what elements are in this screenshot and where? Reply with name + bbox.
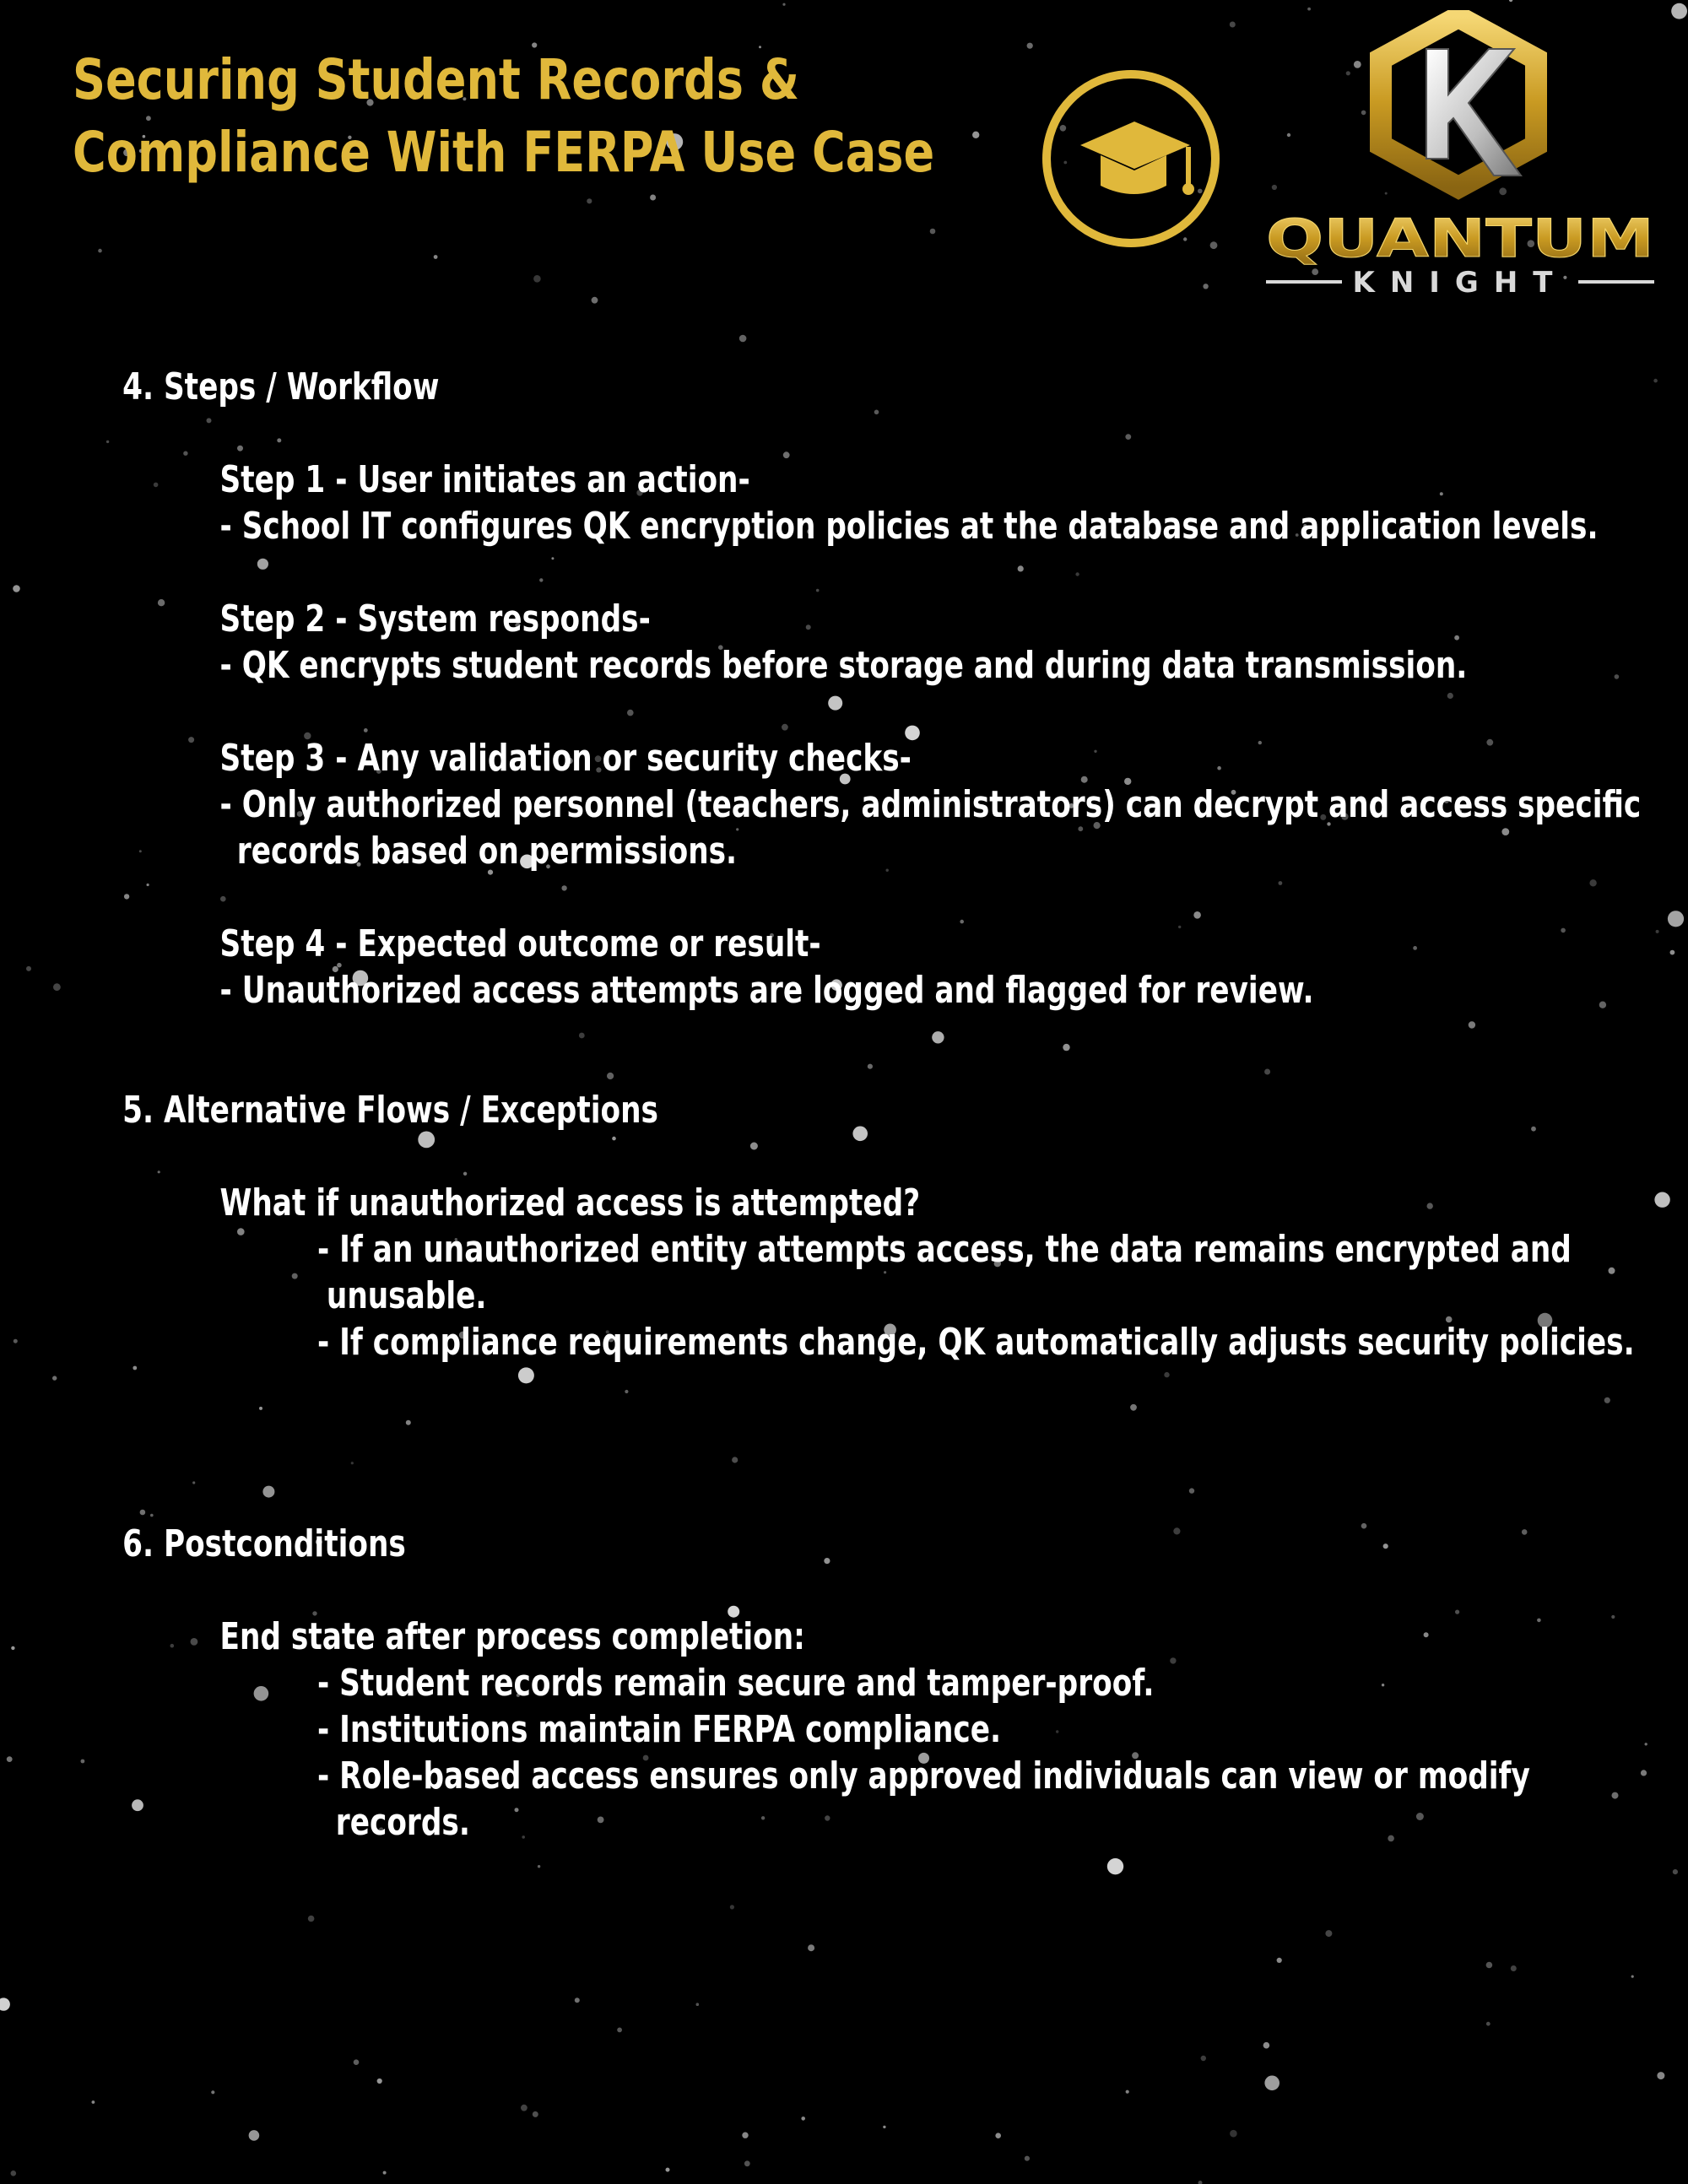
postconditions-intro: End state after process completion:: [219, 1615, 805, 1658]
star: [1447, 693, 1453, 699]
alternatives-question: What if unauthorized access is attempted?: [219, 1181, 921, 1224]
star: [1631, 1976, 1634, 1978]
star: [1609, 1268, 1615, 1274]
star: [1522, 1529, 1528, 1535]
star: [1501, 828, 1509, 835]
star: [1561, 928, 1566, 933]
star: [1657, 2072, 1664, 2079]
star: [1645, 1743, 1647, 1745]
star: [1670, 950, 1675, 955]
star: [1424, 1632, 1429, 1637]
star: [1654, 1192, 1669, 1208]
logo-wordmark: QUANTUM: [1266, 208, 1654, 269]
star: [1589, 879, 1596, 886]
logo-subword: KNIGHT: [1352, 266, 1568, 297]
star: [1382, 1684, 1384, 1686]
star: [1599, 1002, 1606, 1008]
step-4-title: Step 4 - Expected outcome or result-: [219, 922, 821, 965]
quantum-knight-logo: [1258, 10, 1663, 297]
step-4-text: - Unauthorized access attempts are logged and flagged for review.: [219, 969, 1314, 1012]
star: [1455, 1610, 1459, 1614]
star: [1641, 1770, 1647, 1776]
star: [1612, 1792, 1619, 1799]
star: [1611, 1615, 1615, 1619]
star: [1388, 1835, 1394, 1842]
section-heading-alternatives: 5. Alternative Flows / Exceptions: [122, 1089, 658, 1132]
postconditions-item-2: - Institutions maintain FERPA compliance.: [316, 1708, 1002, 1751]
title-line-1: Securing Student Records &: [73, 47, 800, 112]
step-1-title: Step 1 - User initiates an action-: [219, 458, 750, 501]
step-3-text-line-2: records based on permissions.: [236, 830, 738, 873]
step-3-text-line-1: - Only authorized personnel (teachers, administrators) can decrypt and access specific: [219, 783, 1642, 826]
alternatives-item-2: - If compliance requirements change, QK automatically adjusts security policies.: [316, 1321, 1635, 1364]
star: [1427, 1203, 1433, 1208]
star: [1454, 635, 1459, 641]
star: [1416, 1813, 1424, 1820]
star: [1511, 1965, 1517, 1971]
logo-k-icon: [1426, 49, 1521, 176]
step-3-title: Step 3 - Any validation or security checks-: [219, 737, 912, 780]
star: [1615, 674, 1620, 679]
step-1-text: - School IT configures QK encryption policies at the database and application levels.: [219, 505, 1599, 548]
star: [1537, 1619, 1541, 1623]
star: [1383, 1543, 1388, 1549]
step-2-text: - QK encrypts student records before storage and during data transmission.: [219, 644, 1468, 687]
postconditions-item-1: - Student records remain secure and tamper-proof.: [316, 1662, 1155, 1705]
star: [1668, 911, 1684, 927]
postconditions-item-3-line-2: records.: [335, 1801, 470, 1844]
alternatives-item-1-line-2: unusable.: [326, 1274, 487, 1317]
star: [1531, 1127, 1536, 1132]
alternatives-item-1-line-1: - If an unauthorized entity attempts access, the data remains encrypted and: [316, 1228, 1572, 1271]
star: [1486, 739, 1493, 746]
section-heading-steps: 4. Steps / Workflow: [122, 365, 440, 408]
title-line-2: Compliance With FERPA Use Case: [73, 120, 935, 185]
star: [1361, 1523, 1367, 1529]
star: [1653, 379, 1658, 383]
postconditions-item-3-line-1: - Role-based access ensures only approved individuals can view or modify: [316, 1754, 1530, 1797]
star: [1604, 1397, 1610, 1403]
star: [1673, 1869, 1678, 1874]
star: [1325, 1930, 1332, 1937]
star: [1509, 0, 1512, 2]
star: [1486, 1962, 1493, 1969]
star: [1486, 2022, 1491, 2026]
star: [1413, 946, 1417, 950]
star: [1671, 3, 1687, 19]
star: [1469, 1021, 1475, 1028]
star: [1656, 930, 1659, 933]
star: [1440, 492, 1443, 495]
section-heading-postconditions: 6. Postconditions: [122, 1522, 406, 1565]
step-2-title: Step 2 - System responds-: [219, 597, 651, 641]
